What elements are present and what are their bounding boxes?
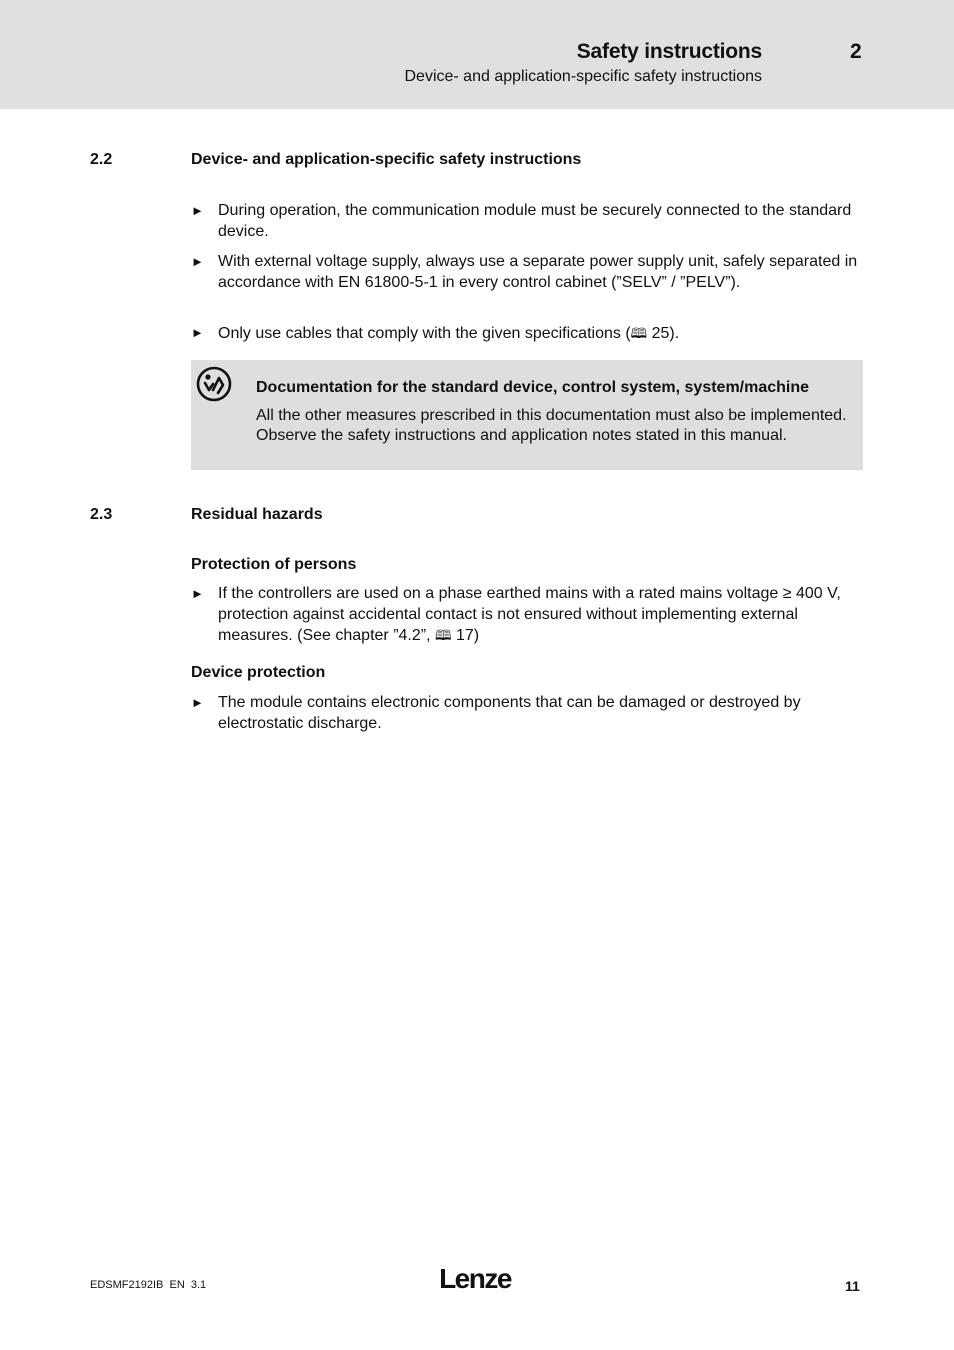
book-icon: 🕮	[630, 325, 648, 341]
list-item	[191, 252, 863, 293]
page-header	[0, 0, 954, 109]
list-item	[191, 693, 863, 734]
section-title: Device- and application-specific safety instructions	[191, 151, 582, 168]
list-item	[191, 323, 863, 345]
subsection-heading: Device protection	[191, 664, 326, 681]
note-title: Documentation for the standard device, control system, system/machine	[256, 379, 810, 396]
list-item	[191, 201, 863, 242]
note-box	[191, 360, 863, 470]
page-reference[interactable]: 25	[651, 325, 670, 342]
list-item-text: During operation, the communication module must be securely connected to the standard device.	[218, 202, 852, 240]
document-id: EDSMF2192IB EN 3.1	[90, 1279, 207, 1291]
bullet-arrow-icon: ►	[191, 254, 204, 269]
page-reference[interactable]: 17	[455, 627, 474, 644]
list-item-text: The module contains electronic components that can be damaged or destroyed by electrostatic discharge.	[218, 694, 801, 732]
bullet-arrow-icon: ►	[191, 203, 204, 218]
header-title: Safety instructions	[576, 40, 762, 63]
list-item-text: If the controllers are used on a phase earthed mains with a rated mains voltage ≥ 400 V, protection against accidental contact is not ensured without implementing external measures. (See chapter ”4.2”, 🕮 17)	[218, 585, 841, 644]
page-number: 11	[845, 1278, 860, 1294]
book-icon: 🕮	[435, 627, 452, 643]
list-item-text: With external voltage supply, always use a separate power supply unit, safely separated in accordance with EN 61800-5-1 in every control cabinet (”SELV” / ”PELV”).	[218, 253, 858, 291]
header-subtitle: Device- and application-specific safety instructions	[404, 68, 762, 85]
note-body: All the other measures prescribed in this documentation must also be implemented. Observe the safety instructions and application notes stated in this manual.	[256, 407, 847, 444]
section-number: 2.2	[90, 151, 113, 168]
bullet-arrow-icon: ►	[191, 325, 204, 340]
bullet-arrow-icon: ►	[191, 586, 204, 601]
list-item-text: Only use cables that comply with the given specifications (🕮 25).	[218, 325, 680, 342]
subsection-heading: Protection of persons	[191, 556, 357, 573]
info-read-icon	[196, 366, 232, 402]
bullet-arrow-icon: ►	[191, 695, 204, 710]
list-item	[191, 584, 863, 647]
lenze-logo	[435, 1262, 515, 1294]
svg-text:Lenze: Lenze	[439, 1263, 511, 1294]
section-number: 2.3	[90, 506, 113, 523]
section-title: Residual hazards	[191, 506, 323, 523]
chapter-number: 2	[850, 40, 862, 63]
